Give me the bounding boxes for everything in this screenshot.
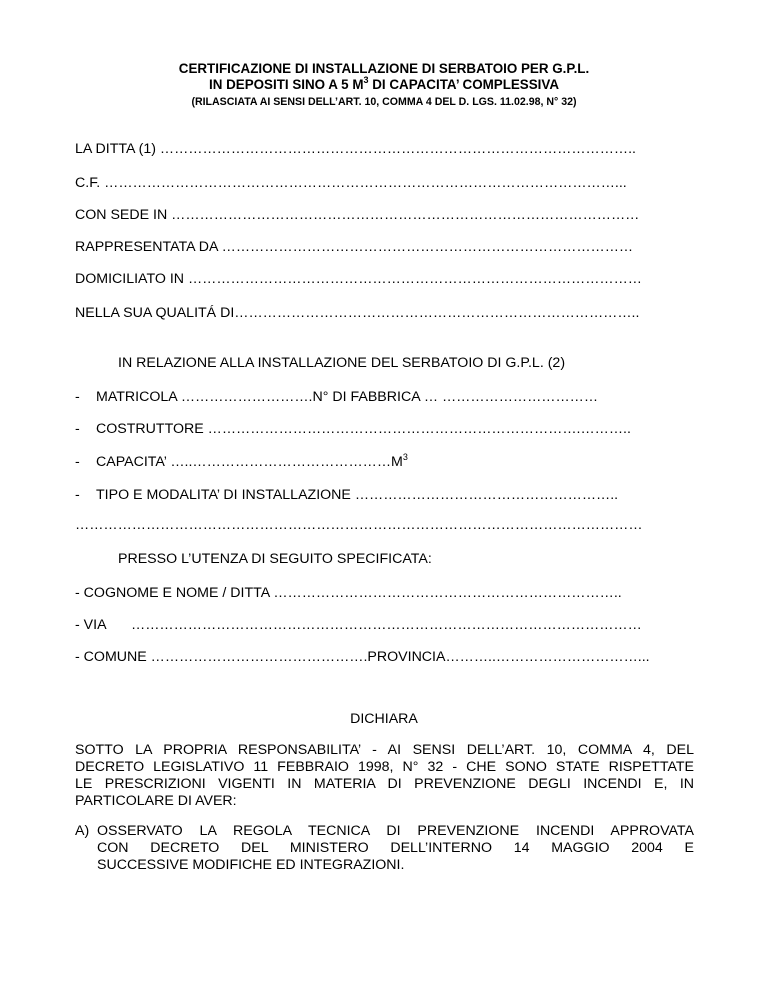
capacita-field[interactable]: [96, 454, 408, 470]
list-dash: -: [75, 389, 80, 405]
rappresentata-field[interactable]: RAPPRESENTATA DA ……………………………………………………………………………: [75, 239, 634, 255]
domiciliato-field[interactable]: DOMICILIATO IN ……………………………………………………………………………………: [75, 271, 642, 287]
ditta-field[interactable]: LA DITTA (1) ………………………………………………………………………………………..: [75, 141, 636, 157]
item-line: OSSERVATO LA REGOLA TECNICA DI PREVENZIONE INCENDI APPROVATA: [97, 823, 694, 839]
document-title: CERTIFICAZIONE DI INSTALLAZIONE DI SERBATOIO PER G.P.L.: [178, 61, 590, 76]
tipo-field[interactable]: TIPO E MODALITA’ DI INSTALLAZIONE ………………………………………………..: [96, 487, 619, 503]
list-dash: -: [75, 454, 80, 470]
tipo-continuation-field[interactable]: …………………………………………………………………………………………………………: [75, 517, 643, 533]
capacita-text: CAPACITA’ …..……………………………………M: [96, 454, 403, 470]
title-line2-text-end: DI CAPACITA’ COMPLESSIVA: [368, 77, 559, 92]
declaration-line: SOTTO LA PROPRIA RESPONSABILITA’ - AI SENSI DELL’ART. 10, COMMA 4, DEL: [75, 742, 694, 758]
item-text: [97, 823, 694, 874]
cubic-superscript: 3: [402, 452, 408, 462]
cubic-superscript: 3: [363, 75, 369, 85]
nome-field[interactable]: - COGNOME E NOME / DITTA ………………………………………………………………..: [75, 585, 622, 601]
via-field[interactable]: ………………………………………………………………………………………………: [131, 617, 642, 633]
sede-field[interactable]: CON SEDE IN ………………………………………………………………………………………: [75, 207, 640, 223]
declaration-line: DECRETO LEGISLATIVO 11 FEBBRAIO 1998, N° 32 - CHE SONO STATE RISPETTATE: [75, 759, 694, 775]
title-line2-text: IN DEPOSITI SINO A 5 M: [209, 77, 364, 92]
comune-field[interactable]: - COMUNE ……………………………………….PROVINCIA………..…………………………...: [75, 649, 650, 665]
list-dash: -: [75, 421, 80, 437]
qualita-field[interactable]: NELLA SUA QUALITÁ DI…………………………………………………………………………..: [75, 305, 640, 321]
costruttore-field[interactable]: COSTRUTTORE …………………………………………………………………….………..: [96, 421, 631, 437]
item-line: SUCCESSIVE MODIFICHE ED INTEGRAZIONI.: [97, 857, 405, 873]
user-intro: PRESSO L’UTENZA DI SEGUITO SPECIFICATA:: [118, 551, 432, 567]
item-line: CON DECRETO DEL MINISTERO DELL’INTERNO 14 MAGGIO 2004 E: [97, 840, 694, 856]
document-title-line2: [0, 77, 768, 92]
matricola-field[interactable]: MATRICOLA ……………………….N° DI FABBRICA … ……………………………: [96, 389, 599, 405]
declaration-title: DICHIARA: [350, 711, 418, 727]
declaration-paragraph: [75, 742, 694, 810]
cf-field[interactable]: C.F. ………………………………………………………………………………………………...: [75, 175, 627, 191]
document-subtitle: (RILASCIATA AI SENSI DELL’ART. 10, COMMA 4 DEL D. LGS. 11.02.98, N° 32): [191, 96, 577, 108]
declaration-line: LE PRESCRIZIONI VIGENTI IN MATERIA DI PREVENZIONE DEGLI INCENDI E, IN: [75, 776, 694, 792]
via-label: - VIA: [75, 617, 107, 633]
list-dash: -: [75, 487, 80, 503]
declaration-line: PARTICOLARE DI AVER:: [75, 793, 237, 809]
item-marker: A): [75, 823, 90, 839]
tank-intro: IN RELAZIONE ALLA INSTALLAZIONE DEL SERBATOIO DI G.P.L. (2): [118, 355, 566, 371]
